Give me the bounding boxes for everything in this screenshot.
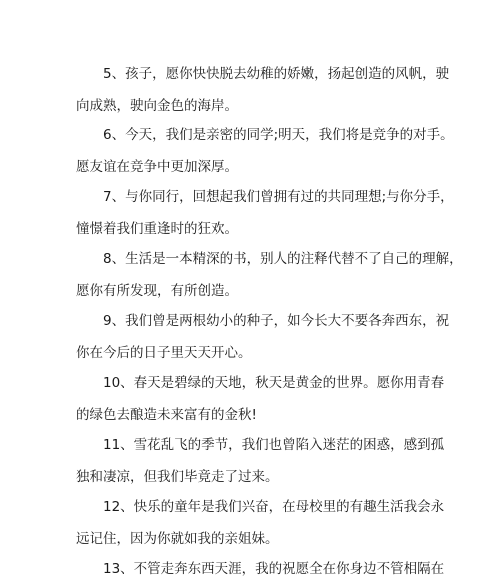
paragraph-8 <box>76 243 463 307</box>
paragraph-line: 10、春天是碧绿的天地，秋天是黄金的世界。愿你用青春 <box>103 375 445 391</box>
paragraph-line: 7、与你同行，回想起我们曾拥有过的共同理想;与你分手， <box>103 189 454 205</box>
paragraph-line: 9、我们曾是两根幼小的种子，如今长大不要各奔西东，祝 <box>103 313 450 329</box>
paragraph-7 <box>76 181 454 245</box>
paragraph-line: 5、孩子，愿你快快脱去幼稚的娇嫩，扬起创造的风帆，驶 <box>103 66 450 82</box>
paragraph-5 <box>76 58 450 122</box>
paragraph-line: 远记住，因为你就如我的亲姐妹。 <box>76 531 279 547</box>
paragraph-11 <box>76 429 445 493</box>
paragraph-12 <box>76 491 445 555</box>
paragraph-line: 6、今天，我们是亲密的同学;明天，我们将是竞争的对手。 <box>103 127 454 143</box>
paragraph-line: 独和凄凉，但我们毕竟走了过来。 <box>76 469 279 485</box>
paragraph-line: 憧憬着我们重逢时的狂欢。 <box>76 221 238 237</box>
paragraph-line: 8、生活是一本精深的书，别人的注释代替不了自己的理解， <box>103 251 463 267</box>
paragraph-10 <box>76 367 445 431</box>
paragraph-line: 愿你有所发现，有所创造。 <box>76 283 238 299</box>
paragraph-line: 愿友谊在竞争中更加深厚。 <box>76 159 238 175</box>
paragraph-13 <box>76 553 445 585</box>
paragraph-line: 你在今后的日子里天天开心。 <box>76 345 252 361</box>
paragraph-6 <box>76 119 454 183</box>
paragraph-line: 的绿色去酿造未来富有的金秋! <box>76 407 257 423</box>
paragraph-9 <box>76 305 450 369</box>
paragraph-line: 11、雪花乱飞的季节，我们也曾陷入迷茫的困惑，感到孤 <box>103 437 445 453</box>
paragraph-line: 12、快乐的童年是我们兴奋，在母校里的有趣生活我会永 <box>103 499 445 515</box>
paragraph-line: 13、不管走奔东西天涯，我的祝愿全在你身边不管相隔在 <box>103 561 445 577</box>
paragraph-line: 向成熟，驶向金色的海岸。 <box>76 98 238 114</box>
